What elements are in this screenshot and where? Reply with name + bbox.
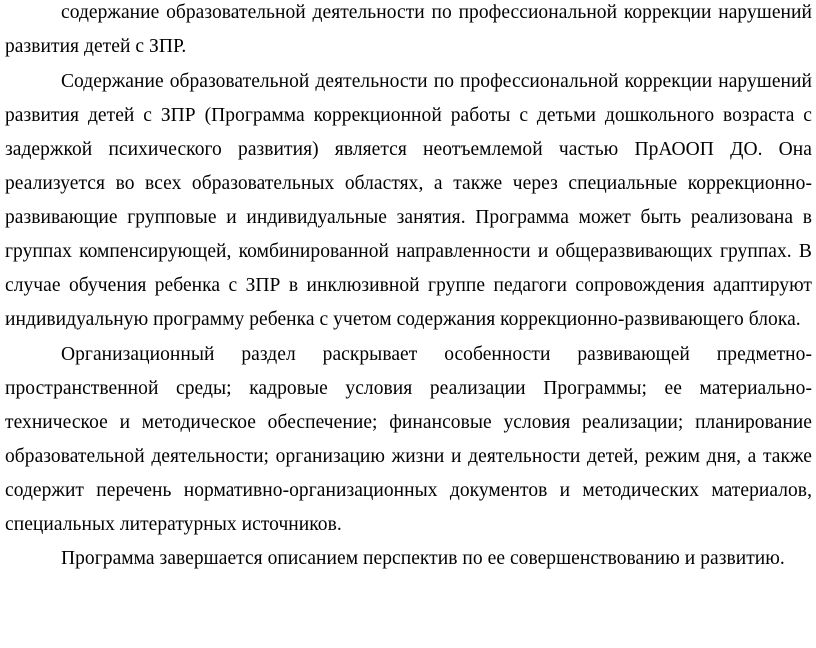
paragraph-2-line-7: случае обучения ребенка с ЗПР в инклюзивной группе педагоги сопровождения адаптируют [5, 275, 812, 296]
paragraph-1-line-1: содержание образовательной деятельности по профессиональной коррекции нарушений [61, 2, 812, 23]
paragraph-2-line-3: задержкой психического развития) является неотъемлемой частью ПрАООП ДО. Она [5, 139, 812, 160]
paragraph-3-line-2: пространственной среды; кадровые условия реализации Программы; ее материально- [5, 378, 812, 399]
paragraph-3-line-6: специальных литературных источников. [5, 514, 342, 535]
paragraph-2-line-4: реализуется во всех образовательных областях, а также через специальные коррекционно- [5, 173, 812, 194]
paragraph-2-line-1: Содержание образовательной деятельности по профессиональной коррекции нарушений [61, 71, 812, 92]
paragraph-2-line-6: группах компенсирующей, комбинированной направленности и общеразвивающих группах. В [5, 241, 812, 262]
paragraph-2-line-8: индивидуальную программу ребенка с учетом содержания коррекционно-развивающего блока. [5, 309, 801, 330]
paragraph-3-line-5: содержит перечень нормативно-организационных документов и методических материалов, [5, 480, 812, 501]
paragraph-1-line-2: развития детей с ЗПР. [5, 36, 187, 57]
paragraph-4-line-1: Программа завершается описанием перспектив по ее совершенствованию и развитию. [61, 548, 785, 569]
paragraph-3-line-4: образовательной деятельности; организацию жизни и деятельности детей, режим дня, а также [5, 446, 812, 467]
paragraph-2-line-2: развития детей с ЗПР (Программа коррекционной работы с детьми дошкольного возраста с [5, 105, 812, 126]
paragraph-2-line-5: развивающие групповые и индивидуальные занятия. Программа может быть реализована в [5, 207, 812, 228]
paragraph-3-line-1: Организационный раздел раскрывает особенности развивающей предметно- [61, 344, 812, 365]
paragraph-3-line-3: техническое и методическое обеспечение; финансовые условия реализации; планирование [5, 412, 812, 433]
